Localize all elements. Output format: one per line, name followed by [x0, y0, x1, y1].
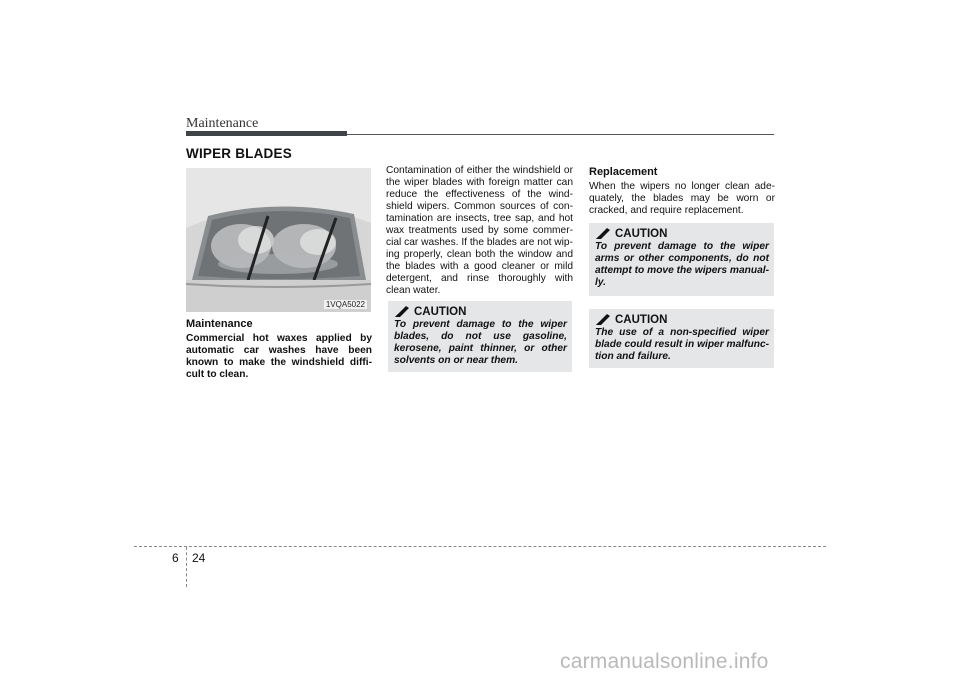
- contamination-paragraph: Contamination of either the windshield or the wiper blades with foreign matter can reduce the effectiveness of the wind-shield wipers. Common sources of con-tamination are insects, tree sap, and hot wax treatments used by some commer-cial car washes. If the blades are not wip-ing properly, clean both the window and the blades with a good cleaner or mild detergent, and rinse thoroughly with clean water.: [386, 165, 573, 296]
- windshield-photo: [186, 168, 371, 312]
- caution-box-wiper-arms: [589, 223, 774, 296]
- caution-box-non-specified-blade: [589, 309, 774, 368]
- header-rule-thin: [347, 134, 774, 135]
- watermark-text: carmanualsonline.info: [560, 650, 769, 673]
- caution-text: The use of a non-specified wiper blade could result in wiper malfunc-tion and failure.: [595, 327, 769, 362]
- caution-title: CAUTION: [615, 314, 668, 326]
- figure-label: 1VQA5022: [325, 300, 365, 309]
- caution-text: To prevent damage to the wiper arms or other components, do not attempt to move the wipers manual-ly.: [595, 241, 769, 288]
- footer-divider: [186, 547, 187, 587]
- replacement-paragraph: When the wipers no longer clean ade-quately, the blades may be worn or cracked, and require replacement.: [589, 181, 775, 216]
- maintenance-paragraph: Commercial hot waxes applied by automatic car washes have been known to make the windshield diffi-cult to clean.: [186, 333, 372, 380]
- replacement-heading: Replacement: [589, 166, 658, 178]
- caution-title: CAUTION: [615, 228, 668, 240]
- caution-pencil-icon: [595, 314, 611, 326]
- footer-rule: [134, 546, 826, 547]
- page-number: 24: [192, 551, 206, 565]
- caution-pencil-icon: [394, 306, 410, 318]
- windshield-illustration: [186, 168, 371, 312]
- header-title: Maintenance: [186, 116, 259, 131]
- header-rule-thick: [186, 131, 347, 136]
- caution-pencil-icon: [595, 228, 611, 240]
- caution-text: To prevent damage to the wiper blades, do not use gasoline, kerosene, paint thinner, or other solvents on or near them.: [394, 319, 567, 366]
- caution-title: CAUTION: [414, 306, 467, 318]
- section-title: WIPER BLADES: [186, 146, 292, 161]
- chapter-number: 6: [172, 551, 179, 565]
- caution-box-solvents: [388, 301, 572, 372]
- maintenance-heading: Maintenance: [186, 318, 253, 330]
